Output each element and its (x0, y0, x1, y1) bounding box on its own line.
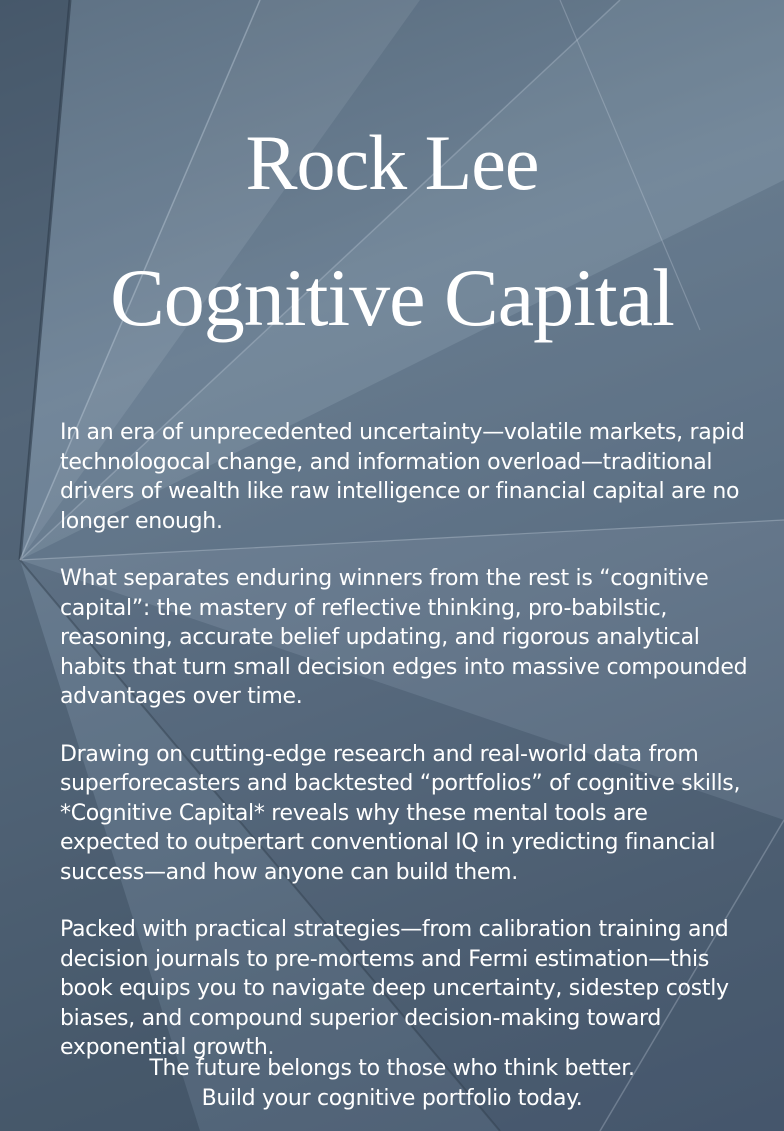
blurb-paragraph: Packed with practical strategies—from calibration training and decision journals to pre-mortems and Fermi estimation—this book equips you to navigate deep uncertainty, sidestep costly biases, and compound superior decision-making toward exponential growth. (60, 917, 729, 1060)
blurb-paragraph: Drawing on cutting-edge research and real-world data from superforecasters and backtested “portfolios” of cognitive skills, *Cognitive Capital* reveals why these mental tools are expected to outpertart conventional IQ in yredicting financial success—and how anyone can build them. (60, 741, 741, 885)
blurb (60, 418, 750, 1091)
blurb-paragraph: What separates enduring winners from the rest is “cognitive capital”: the mastery of reflective thinking, pro-babilstic, reasoning, accurate belief updating, and rigorous analytical habits that turn small decision edges into massive compounded advantages over time. (60, 566, 748, 709)
author-name: Rock Lee (245, 119, 539, 206)
book-title: Cognitive Capital (110, 252, 674, 343)
blurb-paragraph: In an era of unprecedented uncertainty—volatile markets, rapid technologocal change, and information overload—traditional drivers of wealth like raw intelligence or financial capital are no longer enough. (60, 420, 745, 534)
tagline (0, 1054, 784, 1113)
tagline-line: The future belongs to those who think better. (149, 1056, 635, 1081)
tagline-line: Build your cognitive portfolio today. (201, 1085, 583, 1111)
